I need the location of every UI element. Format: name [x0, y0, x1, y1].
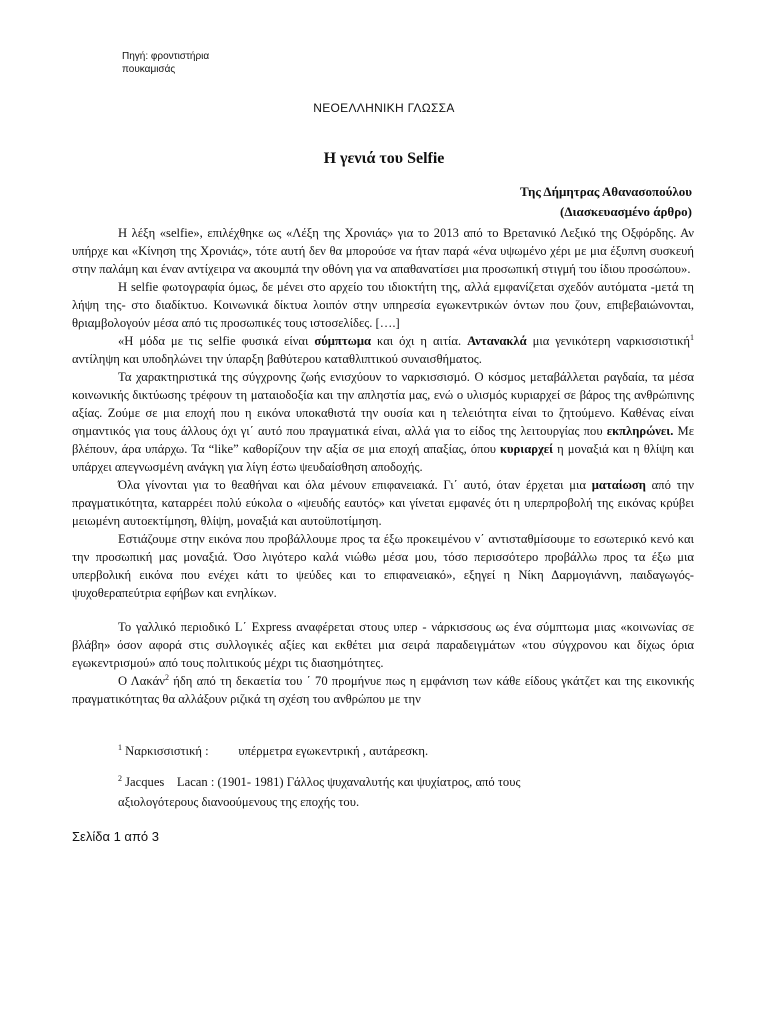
paragraph-1: Η λέξη «selfie», επιλέχθηκε ως «Λέξη της Χρονιάς» για το 2013 από το Βρετανικό Λεξικό της Οξφόρδης. Αν υπήρχε και «Κίνηση της Χρονιάς», τότε αυτή δεν θα μπορούσε να ήταν παρά «ένα υψωμένο χέρι με μια έξυπνη συσκευή στην παλάμη και έναν αντίχειρα να ακουμπά την οθόνη για να απαθανατίσει μια προσωπική στιγμή του ίδιου προσώπου».	[72, 226, 694, 276]
source-line-2: πουκαμισάς	[122, 64, 176, 75]
paragraph-5-text-c: από την πραγματικότητα, καταρρέει πολύ εύκολα ο «ψευδής εαυτός» και γίνεται εμφανές ότι η υπερπροβολή της εικόνας κρύβει μειωμένη αυτοεκτίμηση, θλίψη, μοναξιά και αυτοϋποτίμηση.	[72, 478, 694, 528]
article-title: Η γενιά του Selfie	[323, 150, 445, 167]
paragraph-8-text-b: ήδη από τη δεκαετία του ΄ 70 προμήνυε πως η εμφάνιση των κάθε είδους γκάτζετ και της εικονικής πραγματικότητας θα αλλάξουν ριζικά τη σχέση του ανθρώπου με την	[72, 674, 694, 706]
paragraph-8-text-a: Ο Λακάν	[118, 674, 165, 688]
emphasis-symptom: σύμπτωμα	[314, 334, 371, 348]
footnote-2-number: 2	[118, 773, 122, 783]
footnote-2	[118, 772, 698, 812]
footnote-1-term: Ναρκισσιστική :	[125, 744, 209, 758]
footnote-1-text: υπέρμετρα εγωκεντρική , αυτάρεσκη.	[238, 744, 429, 758]
source-line-1: Πηγή: φροντιστήρια	[122, 51, 210, 62]
paragraph-4-text-a: Τα χαρακτηριστικά της σύγχρονης ζωής ενισχύουν το ναρκισσισμό. Ο κόσμος μεταβάλλεται ραγδαία, τα μέσα κοινωνικής δικτύωσης τρέφουν τη ματαιοδοξία και την απληστία μας, ενώ ο υλισμός κυριαρχεί σε βάρος της ανθρώπινης αξίας. Ζούμε σε μια εποχή που η εικόνα υποκαθιστά την ουσία και η τελειότητα είναι το ζητούμενο. Καθένας είναι σημαντικός για τους άλλους όχι γι΄ αυτό που πραγματικά είναι, αλλά για το είδος της λειτουργίας που	[72, 370, 694, 438]
footnote-1	[118, 741, 698, 761]
article-note: (Διασκευασμένο άρθρο)	[560, 204, 692, 219]
author-block	[520, 182, 692, 222]
paragraph-3-text-a: «Η μόδα με τις selfie φυσικά είναι	[118, 334, 315, 348]
paragraph-3	[72, 332, 694, 368]
paragraph-5	[72, 476, 694, 530]
article-body	[72, 224, 694, 708]
emphasis-reflects: Αντανακλά	[467, 334, 527, 348]
paragraph-3-text-e: μια γενικότερη ναρκισσιστική	[526, 334, 691, 348]
footnote-2-line-2: αξιολογότερους διανοούμενους της εποχής του.	[118, 795, 360, 809]
footnote-2-text: Jacques Lacan : (1901- 1981) Γάλλος ψυχαναλυτής και ψυχίατρος, από τους	[125, 775, 521, 789]
emphasis-frustration: ματαίωση	[591, 478, 646, 492]
source-note	[122, 50, 209, 76]
page-number: Σελίδα 1 από 3	[72, 829, 159, 844]
emphasis-fulfills: εκπληρώνει.	[606, 424, 674, 438]
paragraph-8	[72, 672, 694, 708]
paragraph-7: Το γαλλικό περιοδικό L΄ Express αναφέρεται στους υπερ - νάρκισσους ως ένα σύμπτωμα μιας «κοινωνίας σε βλάβη» όσον αφορά στις συλλογικές αξίες και εκθέτει μια σειρά παραδειγμάτων «του σύγχρονου και δίχως όρια εγωκεντρισμού» από τους πολιτικούς μέχρι τις διασημότητες.	[72, 620, 694, 670]
paragraph-2: Η selfie φωτογραφία όμως, δε μένει στο αρχείο του ιδιοκτήτη της, αλλά εμφανίζεται σχεδόν αυτόματα -μετά τη λήψη της- στο διαδίκτυο. Κοινωνικά δίκτυα λοιπόν στην υπηρεσία εγωκεντρικών όντων που ζουν, επιβεβαιώνονται, θριαμβολογούν μέσα από τις προσωπικές τους ιστοσελίδες. [….]	[72, 280, 694, 330]
subject-heading: ΝΕΟΕΛΛΗΝΙΚΗ ΓΛΩΣΣΑ	[313, 101, 455, 115]
paragraph-3-text-f: αντίληψη και υποδηλώνει την ύπαρξη βαθύτερου καταθλιπτικού συναισθήματος.	[72, 352, 482, 366]
paragraph-4	[72, 368, 694, 476]
paragraph-4-text-e: η μοναξιά και η θλίψη και υπάρχει απεγνωσμένη ανάγκη για λίγη έστω ψευδαίσθηση αποδοχής.	[72, 442, 694, 474]
footnote-ref-1: 1	[690, 332, 695, 342]
footnote-2-line-1	[118, 772, 698, 792]
author-name: Της Δήμητρας Αθανασοπούλου	[520, 184, 692, 199]
paragraph-5-text-a: Όλα γίνονται για το θεαθήναι και όλα μένουν επιφανειακά. Γι΄ αυτό, όταν έρχεται μια	[118, 478, 592, 492]
footnote-1-number: 1	[118, 742, 122, 752]
footnote-ref-2: 2	[164, 672, 169, 682]
emphasis-dominates: κυριαρχεί	[500, 442, 554, 456]
paragraph-6: Εστιάζουμε στην εικόνα που προβάλλουμε προς τα έξω προκειμένου ν΄ αντισταθμίσουμε το εσωτερικό κενό και την προσωπική μας μοναξιά. Όσο λιγότερο καλά νιώθω μέσα μου, τόσο περισσότερο προβάλλω προς τα έξω μια υπερβολική εικόνα που ενέχει κάτι το ψεύδες και το επιφανειακό», εξηγεί η Νίκη Δαρμογιάννη, παιδαγωγός-ψυχοθεραπεύτρια εφήβων και ενηλίκων.	[72, 532, 694, 600]
paragraph-3-text-c: και όχι η αιτία.	[371, 334, 468, 348]
paragraph-4-text-c: Με βλέπουν, άρα υπάρχω. Τα “like” καθορίζουν την αξία σε μια εποχή απαξίας, όπου	[72, 424, 695, 456]
